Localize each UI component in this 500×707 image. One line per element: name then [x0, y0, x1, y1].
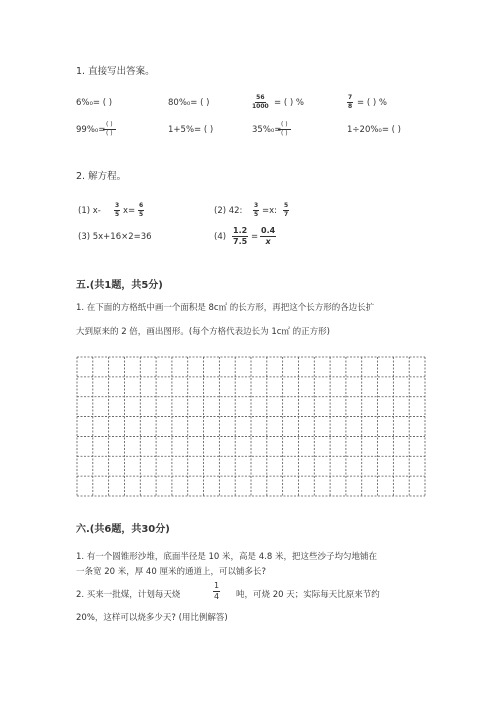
q2-eq4-fraction-1: [232, 227, 248, 246]
section-6-header: 六.(共6题，共30分): [76, 524, 170, 535]
q1-item-3-answer: = ( ) %: [274, 98, 304, 108]
q1-item-1: 6%₀= ( ): [76, 98, 113, 108]
s5-problem-line-1: 1. 在下面的方格纸中画一个面积是 8c㎡ 的长方形，再把这个长方形的各边长扩: [76, 303, 375, 313]
q1-item-4-answer: = ( ) %: [357, 98, 387, 108]
q2-eq2-fraction-2: [283, 203, 289, 218]
q1-item-4-fraction: [347, 95, 353, 110]
q2-eq3: (3) 5x+16×2=36: [78, 232, 152, 242]
section-5-header: 五.(共1题，共5分): [76, 280, 163, 291]
s6-problem-2-middle: 吨，可烧 20 天；实际每天比原来节约: [236, 590, 380, 600]
fraction-numerator: 1: [214, 581, 220, 590]
q2-title: 2. 解方程。: [76, 171, 127, 182]
fraction-numerator: 6: [139, 202, 144, 209]
fraction-numerator: ( ): [278, 122, 291, 130]
q1-item-5: 99%₀=: [76, 125, 106, 135]
s6-problem-2-start: 2. 买来一批煤，计划每天烧: [76, 590, 181, 600]
fraction-denominator: 8: [348, 103, 353, 110]
q1-item-8: 1÷20%₀= ( ): [347, 125, 401, 135]
fraction-denominator: ( ): [106, 130, 113, 137]
q2-eq1-start: (1) x-: [78, 206, 101, 216]
s5-problem-line-2: 大到原来的 2 倍，画出图形。(每个方格代表边长为 1c㎡ 的正方形): [76, 327, 330, 337]
fraction-numerator: 0.4: [261, 226, 276, 235]
fraction-numerator: 3: [254, 202, 259, 209]
fraction-denominator: ( ): [281, 130, 288, 137]
fraction-denominator: 5: [115, 211, 120, 218]
fraction-numerator: 7: [348, 94, 353, 101]
fraction-denominator: 4: [214, 592, 220, 601]
q1-title: 1. 直接写出答案。: [76, 66, 155, 77]
q2-eq1-fraction-2: [138, 203, 144, 218]
fraction-numerator: 56: [256, 94, 265, 101]
q1-item-7: 35%₀=: [252, 125, 282, 135]
q2-eq4-equals: =: [251, 232, 259, 242]
q2-eq1-fraction-1: [114, 203, 120, 218]
q2-eq2-start: (2) 42:: [214, 206, 243, 216]
q1-item-2: 80%₀= ( ): [168, 98, 210, 108]
q1-item-5-blank-fraction: [103, 122, 116, 137]
fraction-numerator: ( ): [103, 122, 116, 130]
q2-eq1-middle: x=: [123, 206, 136, 216]
fraction-denominator: 7: [284, 211, 289, 218]
q1-item-3-fraction: [252, 95, 269, 110]
q2-eq4-start: (4): [214, 232, 227, 242]
fraction-numerator: 1.2: [233, 226, 248, 235]
s6-problem-1-line-2: 一条宽 20 米，厚 40 厘米的通道上，可以铺多长?: [76, 567, 266, 577]
q2-eq2-fraction-1: [253, 203, 259, 218]
fraction-denominator: 1000: [252, 103, 269, 110]
q1-item-6: 1+5%= ( ): [168, 125, 214, 135]
q2-eq2-middle: =x:: [262, 206, 278, 216]
fraction-denominator: 5: [254, 211, 259, 218]
fraction-numerator: 5: [284, 202, 289, 209]
s6-problem-2-fraction: [213, 582, 220, 601]
fraction-denominator: x: [265, 237, 271, 246]
fraction-denominator: 5: [139, 211, 144, 218]
s6-problem-1-line-1: 1. 有一个圆锥形沙堆，底面半径是 10 米，高是 4.8 米，把这些沙子均匀地铺在: [76, 552, 377, 562]
q2-eq4-fraction-2: [260, 227, 276, 246]
s6-problem-2-line-2: 20%，这样可以烧多少天? (用比例解答): [76, 613, 228, 623]
grid-paper: [76, 356, 426, 497]
q1-item-7-blank-fraction: [278, 122, 291, 137]
fraction-numerator: 3: [115, 202, 120, 209]
fraction-denominator: 7.5: [233, 237, 248, 246]
